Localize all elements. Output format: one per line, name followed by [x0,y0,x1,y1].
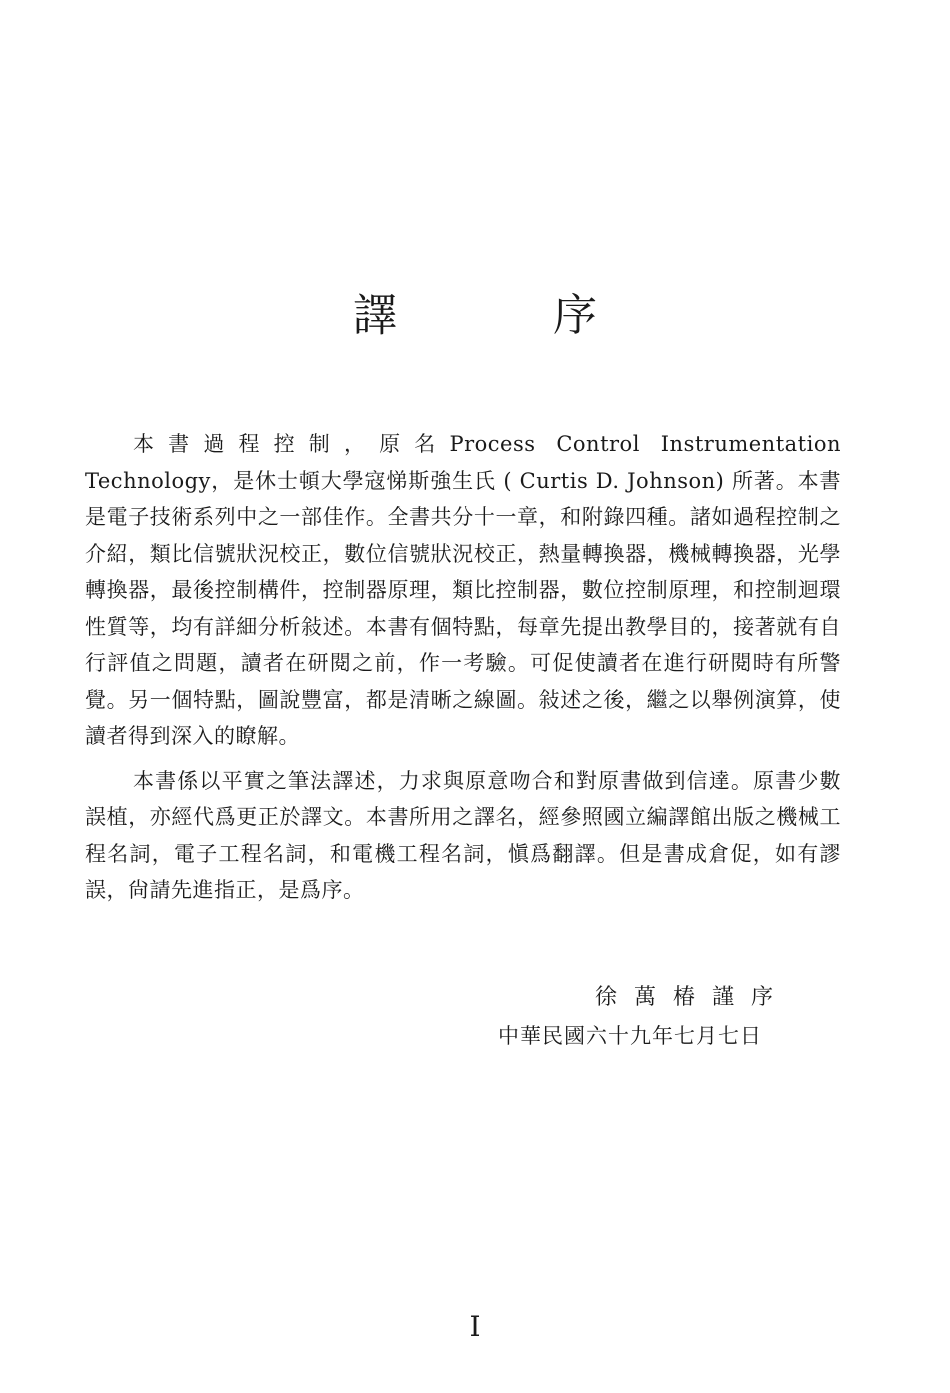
page-number: I [469,1310,481,1343]
date-line: 中華民國六十九年七月七日 [498,1024,762,1048]
page-title: 譯 序 [353,290,653,342]
preface-body [85,426,841,909]
translator-signature: 徐萬椿謹序 [595,985,791,1010]
paragraph-1: 本書過程控制，原名Process Control Instrumentation Technology，是休士頓大學寇悌斯強生氏 ( Curtis D. Johnson) 所著。本書是電子技術系列中之一部佳作。全書共分十一章，和附錄四種。諸如過程控制之介紹，類比信號狀況校正，數位信號狀況校正，熱量轉換器，機械轉換器，光學轉換器，最後控制構件，控制器原理，類比控制器，數位控制原理，和控制迴環性質等，均有詳細分析敍述。本書有個特點，每章先提出教學目的，接著就有自行評值之問題，讀者在研閱之前，作一考驗。可促使讀者在進行研閱時有所警覺。另一個特點，圖說豐富，都是清晰之線圖。敍述之後，繼之以舉例演算，使讀者得到深入的瞭解。 [85,432,841,748]
paragraph-2: 本書係以平實之筆法譯述，力求與原意吻合和對原書做到信達。原書少數誤植，亦經代爲更正於譯文。本書所用之譯名，經參照國立編譯館出版之機械工程名詞，電子工程名詞，和電機工程名詞，愼爲翻譯。但是書成倉促，如有謬誤，尙請先進指正，是爲序。 [85,768,841,902]
